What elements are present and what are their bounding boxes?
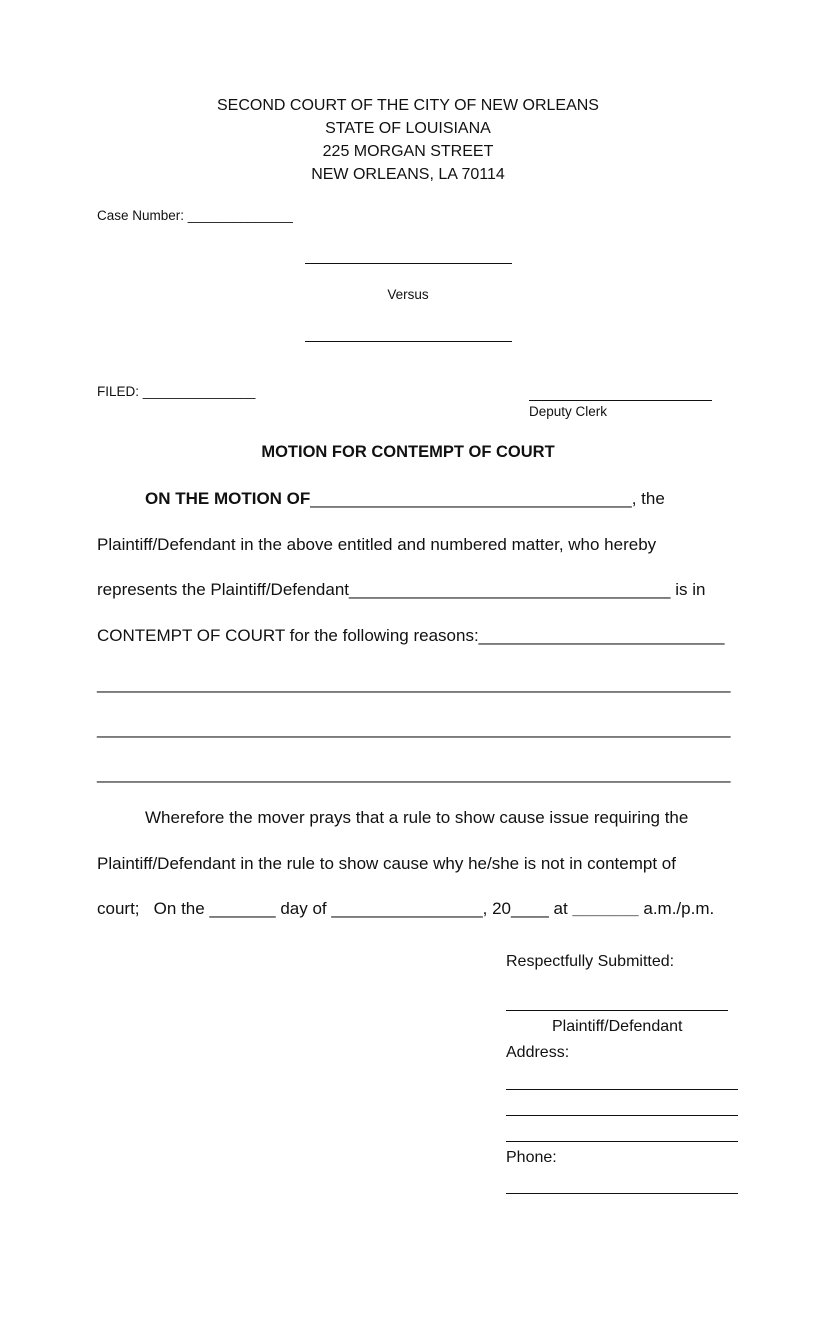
phone-label: Phone:: [506, 1149, 557, 1166]
motion-line-3[interactable]: represents the Plaintiff/Defendant__________________________________ is in: [97, 580, 706, 599]
court-city: NEW ORLEANS, LA 70114: [311, 166, 505, 183]
movant-name-field[interactable]: __________________________________, the: [310, 489, 665, 508]
reasons-line-3[interactable]: ___________________________________________________________________: [97, 764, 731, 783]
court-name: SECOND COURT OF THE CITY OF NEW ORLEANS: [217, 97, 599, 114]
motion-line-1: [145, 489, 665, 509]
hearing-date-fields[interactable]: court; On the _______ day of ________________, 20____ at: [97, 899, 573, 918]
motion-line-4[interactable]: CONTEMPT OF COURT for the following reasons:__________________________: [97, 626, 725, 645]
party-two-line[interactable]: [305, 341, 512, 342]
address-line-3[interactable]: [506, 1141, 738, 1142]
party-one-line[interactable]: [305, 263, 512, 264]
hearing-date-line[interactable]: [97, 899, 714, 919]
phone-line[interactable]: [506, 1193, 738, 1194]
address-line-2[interactable]: [506, 1115, 738, 1116]
motion-lead: ON THE MOTION OF: [145, 489, 311, 508]
address-label: Address:: [506, 1044, 570, 1061]
reasons-line-1[interactable]: ___________________________________________________________________: [97, 674, 731, 693]
versus-label: Versus: [387, 287, 429, 302]
reasons-line-2[interactable]: ___________________________________________________________________: [97, 719, 731, 738]
filed-field[interactable]: FILED: _______________: [97, 384, 256, 399]
document-title: MOTION FOR CONTEMPT OF COURT: [261, 443, 555, 461]
respectfully-submitted: Respectfully Submitted:: [506, 953, 675, 970]
am-pm-label: a.m./p.m.: [638, 899, 715, 918]
wherefore-line-2: Plaintiff/Defendant in the rule to show cause why he/she is not in contempt of: [97, 854, 676, 873]
court-street: 225 MORGAN STREET: [322, 143, 494, 160]
case-number-field[interactable]: Case Number: ______________: [97, 208, 293, 223]
motion-line-2: Plaintiff/Defendant in the above entitled and numbered matter, who hereby: [97, 535, 657, 554]
signature-line[interactable]: [506, 1010, 728, 1011]
hearing-time-field[interactable]: _______: [572, 899, 639, 918]
clerk-signature-line[interactable]: [529, 400, 712, 401]
address-line-1[interactable]: [506, 1089, 738, 1090]
signature-party-label: Plaintiff/Defendant: [552, 1018, 683, 1035]
deputy-clerk-label: Deputy Clerk: [529, 404, 608, 419]
wherefore-line-1: Wherefore the mover prays that a rule to show cause issue requiring the: [145, 808, 689, 827]
court-state: STATE OF LOUISIANA: [325, 120, 491, 137]
